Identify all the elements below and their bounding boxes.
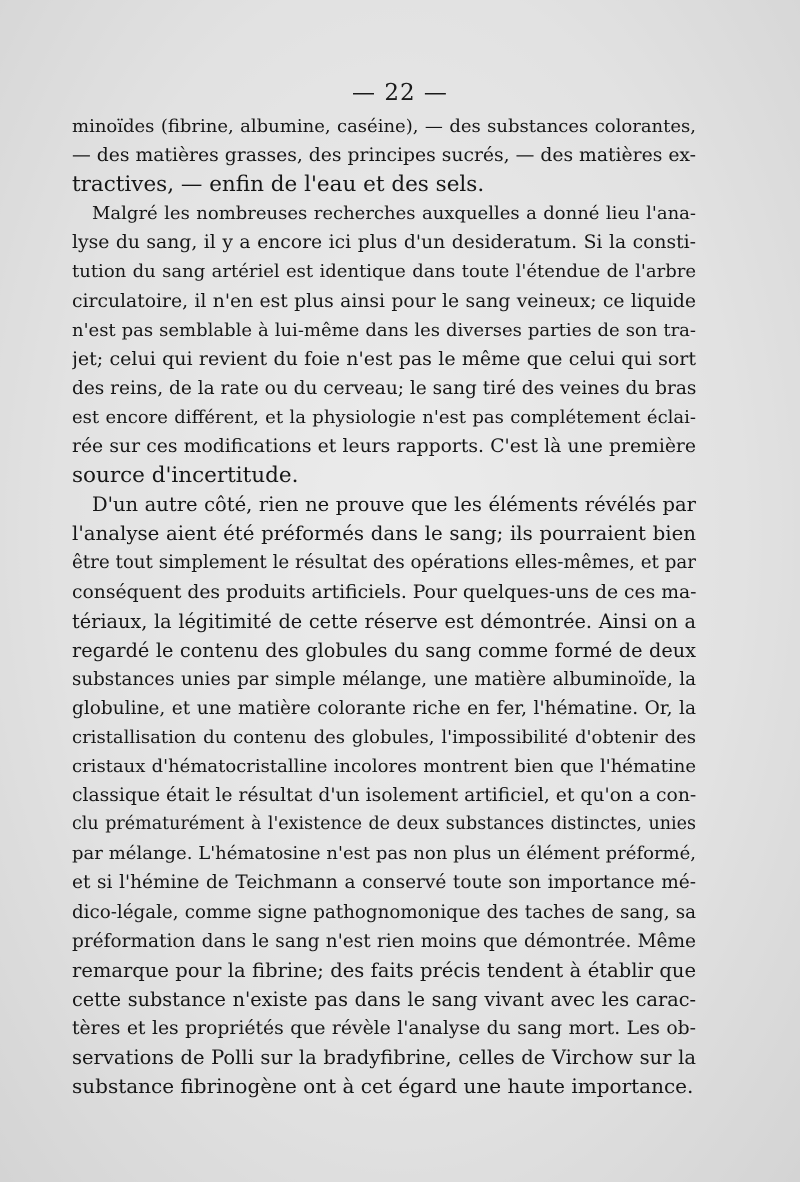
text-line: être tout simplement le résultat des opérations elles-mêmes, et par: [72, 552, 696, 574]
body-text: [72, 112, 696, 1101]
text-line: D'un autre côté, rien ne prouve que les éléments révélés par: [92, 493, 696, 517]
page-number: — 22 —: [352, 80, 448, 106]
text-line: rée sur ces modifications et leurs rapports. C'est là une première: [72, 436, 696, 458]
text-line: l'analyse aient été préformés dans le sang; ils pourraient bien: [72, 522, 696, 546]
text-line: regardé le contenu des globules du sang comme formé de deux: [72, 638, 696, 662]
text-line: par mélange. L'hématosine n'est pas non plus un élément préformé,: [72, 843, 696, 865]
text-line: tériaux, la légitimité de cette réserve est démontrée. Ainsi on a: [72, 609, 696, 633]
text-line: dico-légale, comme signe pathognomonique des taches de sang, sa: [72, 901, 696, 923]
text-line: remarque pour la fibrine; des faits précis tendent à établir que: [72, 958, 696, 982]
text-line: substances unies par simple mélange, une matière albuminoïde, la: [72, 668, 696, 690]
text-line: cristallisation du contenu des globules, l'impossibilité d'obtenir des: [72, 726, 696, 748]
text-line: lyse du sang, il y a encore ici plus d'un desideratum. Si la consti-: [72, 232, 696, 254]
text-line: cristaux d'hématocristalline incolores montrent bien que l'hématine: [72, 756, 696, 778]
text-line: cette substance n'existe pas dans le sang vivant avec les carac-: [72, 987, 696, 1011]
text-line: tution du sang artériel est identique dans toute l'étendue de l'arbre: [72, 261, 696, 283]
text-line: source d'incertitude.: [72, 463, 299, 489]
text-line: tères et les propriétés que révèle l'analyse du sang mort. Les ob-: [72, 1017, 696, 1039]
text-line: des reins, de la rate ou du cerveau; le sang tiré des veines du bras: [72, 377, 696, 399]
text-line: classique était le résultat d'un isolement artificiel, et qu'on a con-: [72, 785, 696, 807]
text-line: et si l'hémine de Teichmann a conservé toute son importance mé-: [72, 872, 696, 894]
text-line: conséquent des produits artificiels. Pour quelques-uns de ces ma-: [72, 581, 696, 603]
text-line: jet; celui qui revient du foie n'est pas le même que celui qui sort: [72, 347, 696, 370]
text-line: Malgré les nombreuses recherches auxquelles a donné lieu l'ana-: [92, 203, 696, 225]
text-line: globuline, et une matière colorante riche en fer, l'hématine. Or, la: [72, 697, 696, 719]
text-line: servations de Polli sur la bradyfibrine, celles de Virchow sur la: [72, 1046, 696, 1069]
text-line: circulatoire, il n'en est plus ainsi pour le sang veineux; ce liquide: [72, 290, 696, 312]
text-line: est encore différent, et la physiologie n'est pas complétement éclai-: [72, 406, 696, 428]
text-line: — des matières grasses, des principes sucrés, — des matières ex-: [72, 145, 696, 167]
text-line: tractives, — enfin de l'eau et des sels.: [72, 172, 485, 198]
text-line: préformation dans le sang n'est rien moins que démontrée. Même: [72, 930, 696, 952]
text-line: n'est pas semblable à lui-même dans les diverses parties de son tra-: [72, 319, 696, 341]
text-line: clu prématurément à l'existence de deux substances distinctes, unies: [72, 814, 696, 835]
text-line: minoïdes (fibrine, albumine, caséine), — des substances colorantes,: [72, 116, 696, 137]
text-line: substance fibrinogène ont à cet égard une haute importance.: [72, 1074, 694, 1099]
